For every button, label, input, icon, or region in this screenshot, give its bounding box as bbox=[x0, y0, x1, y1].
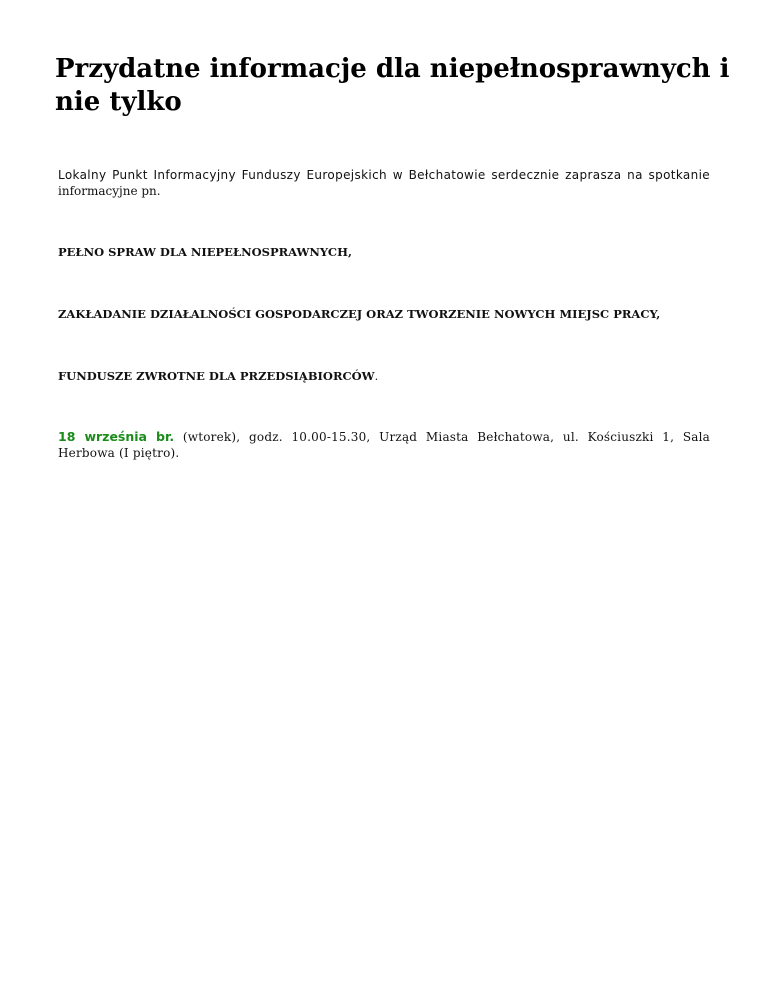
intro-paragraph bbox=[58, 167, 710, 199]
intro-text-part1: Lokalny Punkt Informacyjny Funduszy Europejskich w Bełchatowie serdecznie zaprasza na spotkanie bbox=[58, 168, 710, 182]
intro-text-part2: informacyjne pn. bbox=[58, 184, 161, 198]
headline-1 bbox=[58, 244, 710, 260]
page-title: Przydatne informacje dla niepełnosprawnych i nie tylko bbox=[55, 54, 730, 117]
event-date: 18 września br. bbox=[58, 429, 175, 444]
headline-2 bbox=[58, 306, 710, 322]
headline-3-suffix: . bbox=[374, 369, 379, 383]
headline-2-text: ZAKŁADANIE DZIAŁALNOŚCI GOSPODARCZEJ ORAZ TWORZENIE NOWYCH MIEJSC PRACY, bbox=[58, 307, 661, 321]
headline-3-text: FUNDUSZE ZWROTNE DLA PRZEDSIĄBIORCÓW bbox=[58, 369, 375, 383]
headline-3 bbox=[58, 368, 710, 384]
headline-1-text: PEŁNO SPRAW DLA NIEPEŁNOSPRAWNYCH, bbox=[58, 245, 352, 259]
event-details: (wtorek), godz. 10.00-15.30, Urząd Miasta Bełchatowa, ul. Kościuszki 1, Sala Herbowa (I piętro). bbox=[58, 430, 710, 460]
event-paragraph bbox=[58, 429, 710, 461]
